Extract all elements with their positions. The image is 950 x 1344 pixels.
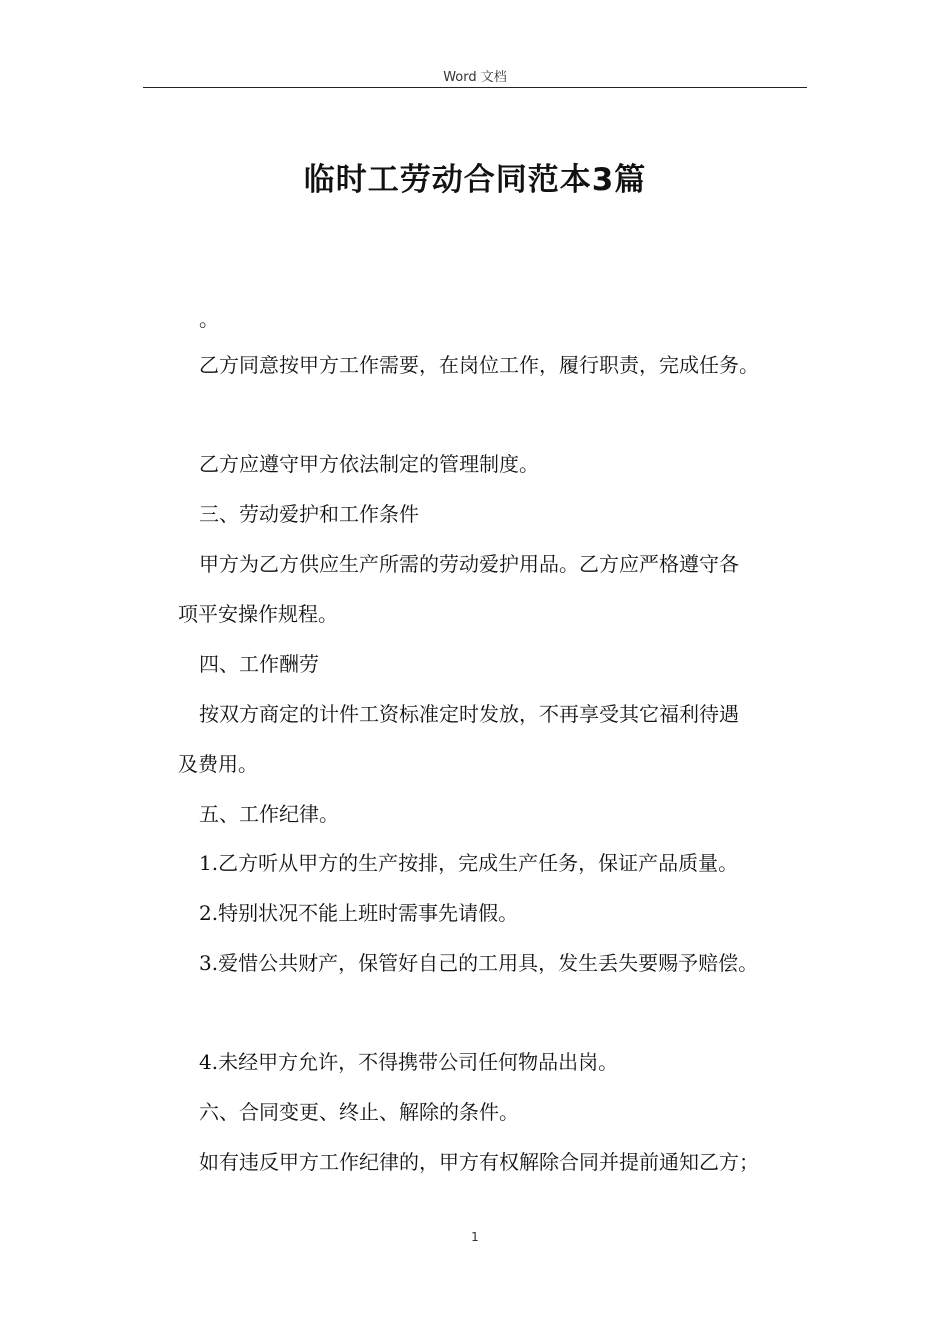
section-heading: 五、工作纪律。 (199, 802, 339, 826)
paragraph-continuation: 及费用。 (178, 752, 258, 776)
paragraph: 甲方为乙方供应生产所需的劳动爱护用品。乙方应严格遵守各 (199, 552, 739, 576)
header-divider (143, 87, 807, 88)
list-item: 4.未经甲方允许，不得携带公司任何物品出岗。 (199, 1050, 619, 1074)
list-item: 2.特别状况不能上班时需事先请假。 (199, 901, 519, 925)
page-number: 1 (471, 1230, 479, 1244)
paragraph: 乙方同意按甲方工作需要，在岗位工作，履行职责，完成任务。 (199, 353, 759, 377)
document-title: 临时工劳动合同范本3篇 (303, 162, 647, 198)
list-item: 3.爱惜公共财产，保管好自己的工用具，发生丢失要赐予赔偿。 (199, 951, 759, 975)
section-heading: 四、工作酬劳 (199, 652, 319, 676)
paragraph: 按双方商定的计件工资标准定时发放，不再享受其它福利待遇 (199, 702, 739, 726)
paragraph-continuation: 项平安操作规程。 (178, 602, 338, 626)
page-header: Word 文档 (443, 70, 507, 85)
list-item: 1.乙方听从甲方的生产按排，完成生产任务，保证产品质量。 (199, 851, 739, 875)
paragraph: 乙方应遵守甲方依法制定的管理制度。 (199, 452, 539, 476)
section-heading: 六、合同变更、终止、解除的条件。 (199, 1100, 519, 1124)
section-heading: 三、劳动爱护和工作条件 (199, 502, 419, 526)
paragraph: 如有违反甲方工作纪律的，甲方有权解除合同并提前通知乙方； (199, 1150, 759, 1174)
paragraph: 。 (199, 307, 219, 331)
